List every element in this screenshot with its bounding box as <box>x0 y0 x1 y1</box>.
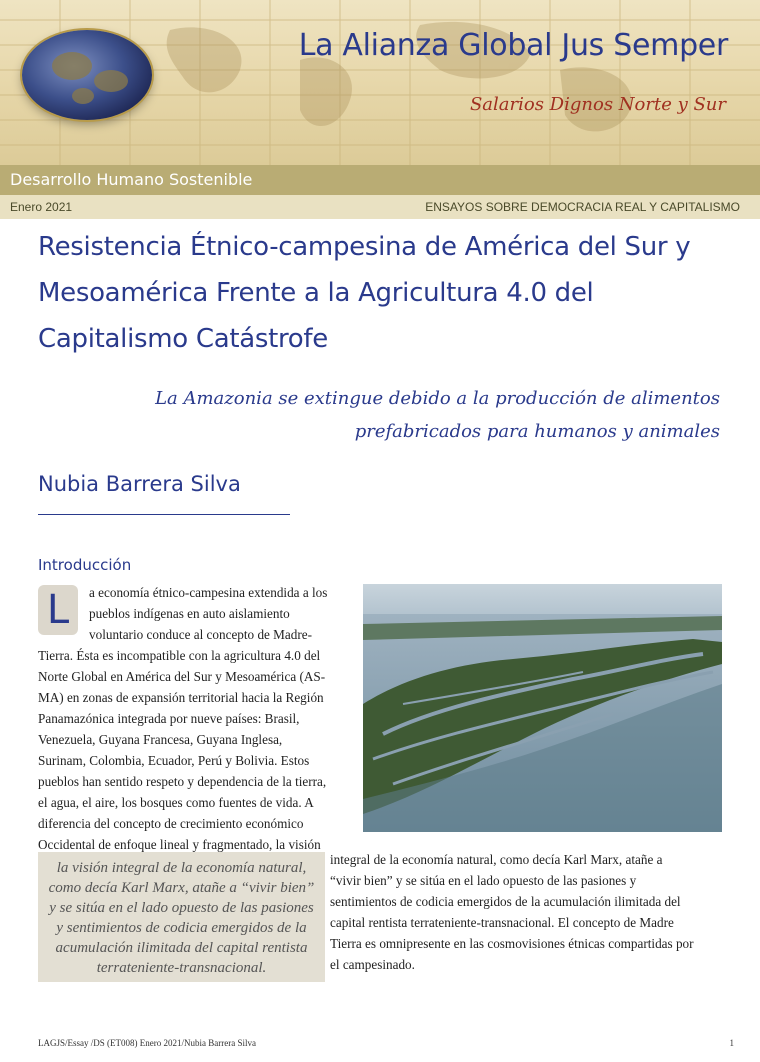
pull-quote-line: y sentimientos de codicia emergidos de la <box>56 920 307 936</box>
body-line: diferencia del concepto de crecimiento económico <box>38 816 304 831</box>
body-line: el agua, el aire, los bosques como fuentes de vida. A <box>38 795 314 810</box>
article-subtitle <box>100 382 720 448</box>
issue-date: Enero 2021 <box>10 200 73 214</box>
subtitle-line: La Amazonia se extingue debido a la producción de alimentos <box>155 388 720 409</box>
body-line: voluntario conduce al concepto de Madre- <box>89 627 312 642</box>
page-number: 1 <box>729 1038 734 1048</box>
footer-reference: LAGJS/Essay /DS (ET008) Enero 2021/Nubia Barrera Silva <box>38 1038 256 1048</box>
body-line: sentimientos de codicia emergidos de la acumulación ilimitada del <box>330 894 681 909</box>
section-band <box>0 165 760 195</box>
pull-quote <box>38 852 325 982</box>
section-heading: Introducción <box>38 556 132 574</box>
site-subtitle: Salarios Dignos Norte y Sur <box>469 94 726 115</box>
pull-quote-line: y se sitúa en el lado opuesto de las pasiones <box>49 900 314 916</box>
body-line: capital rentista terrateniente-transnacional. El concepto de Madre <box>330 915 674 930</box>
body-line: MA) en zonas de expansión territorial hacia la Región <box>38 690 324 705</box>
globe-logo <box>22 30 152 120</box>
site-title: La Alianza Global Jus Semper <box>298 28 728 63</box>
body-line: Tierra. Ésta es incompatible con la agricultura 4.0 del <box>38 648 321 663</box>
body-line: Panamazónica integrada por nueve países: Brasil, <box>38 711 300 726</box>
author-divider <box>38 514 290 515</box>
pull-quote-line: como decía Karl Marx, atañe a “vivir bien” <box>48 880 315 896</box>
title-line: Mesoamérica Frente a la Agricultura 4.0 del <box>38 278 594 308</box>
body-line: a economía étnico-campesina extendida a los <box>89 585 328 600</box>
body-line: pueblos han sentido respeto y dependencia de la tierra, <box>38 774 327 789</box>
series-label: ENSAYOS SOBRE DEMOCRACIA REAL Y CAPITALISMO <box>425 200 740 214</box>
body-line: Norte Global en América del Sur y Mesoamérica (AS- <box>38 669 326 684</box>
masthead-banner <box>0 0 760 165</box>
body-line: Venezuela, Guyana Francesa, Guyana Inglesa, <box>38 732 283 747</box>
body-line: el campesinado. <box>330 957 415 972</box>
body-line: Tierra es omnipresente en las cosmovisiones étnicas compartidas por <box>330 936 694 951</box>
drop-cap: L <box>38 585 78 635</box>
body-line: integral de la economía natural, como decía Karl Marx, atañe a <box>330 852 663 867</box>
section-band-label: Desarrollo Humano Sostenible <box>10 170 253 189</box>
author-name: Nubia Barrera Silva <box>38 472 241 496</box>
pull-quote-line: terrateniente-transnacional. <box>96 960 267 976</box>
body-line: Surinam, Colombia, Ecuador, Perú y Bolivia. Estos <box>38 753 310 768</box>
pull-quote-line: acumulación ilimitada del capital rentista <box>55 940 308 956</box>
body-line: pueblos indígenas en auto aislamiento <box>89 606 290 621</box>
article-title <box>38 224 738 362</box>
body-line: Occidental de enfoque lineal y fragmentado, la visión <box>38 837 321 852</box>
subtitle-line: prefabricados para humanos y animales <box>354 421 720 442</box>
title-line: Capitalismo Catástrofe <box>38 324 328 354</box>
pull-quote-line: la visión integral de la economía natural, <box>56 860 307 876</box>
body-line: “vivir bien” y se sitúa en el lado opuesto de las pasiones y <box>330 873 637 888</box>
amazon-river-photo <box>363 584 722 832</box>
issue-band <box>0 195 760 219</box>
title-line: Resistencia Étnico-campesina de América del Sur y <box>38 232 691 262</box>
